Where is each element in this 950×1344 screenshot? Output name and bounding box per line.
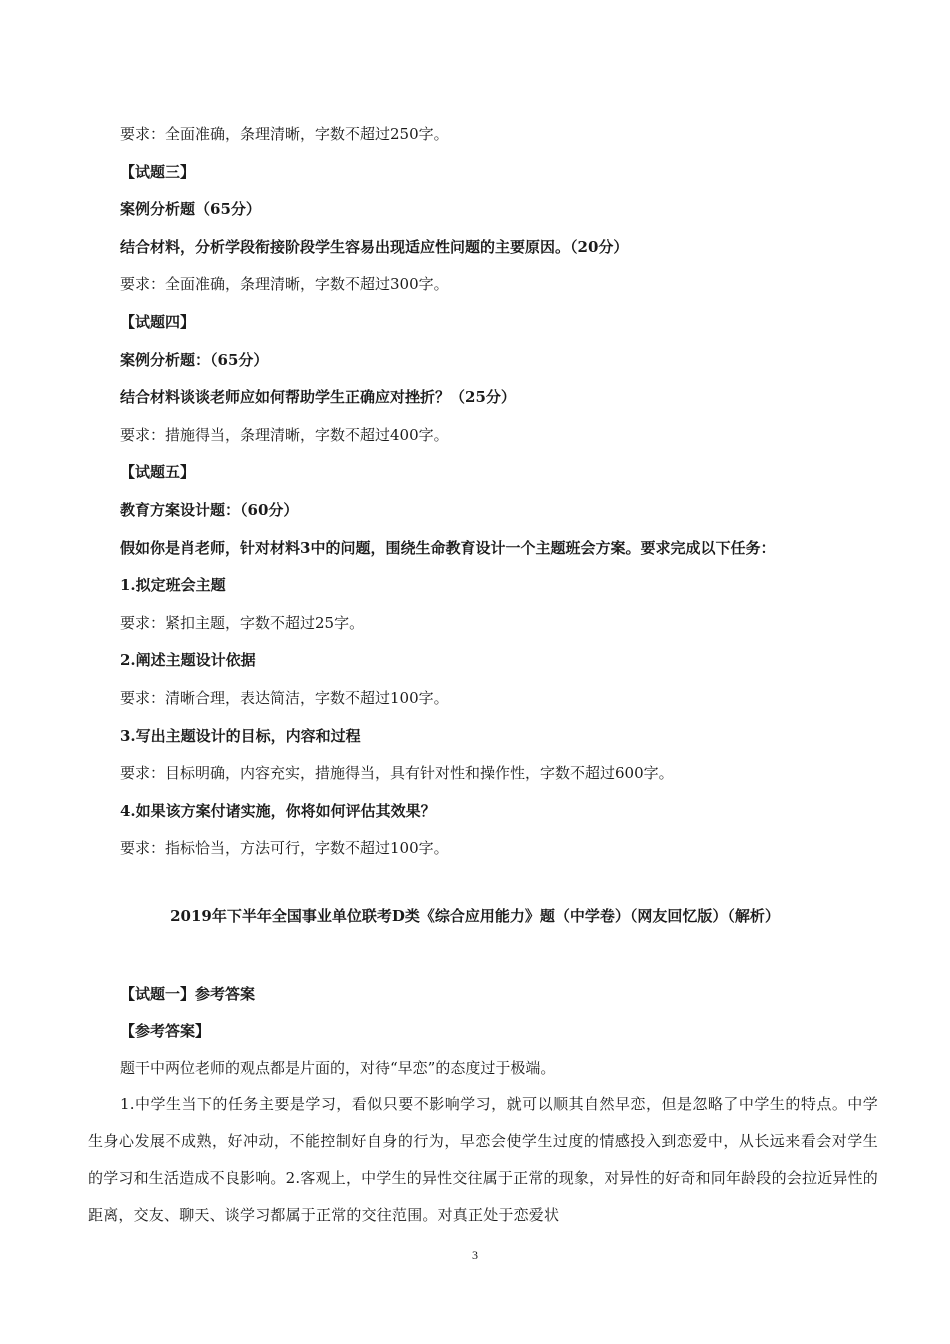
question-line: 【试题三】 [120,162,196,181]
question-line: 要求：清晰合理，表达简洁，字数不超过100字。 [120,689,449,707]
question-line: 案例分析题：（65分） [120,350,269,369]
question-line: 4.如果该方案付诸实施，你将如何评估其效果？ [120,801,436,820]
question-line: 要求：目标明确，内容充实，措施得当，具有针对性和操作性，字数不超过600字。 [120,764,674,783]
question-line: 1.拟定班会主题 [120,576,226,595]
question-line: 2.阐述主题设计依据 [120,651,256,670]
answer-body: 1.中学生当下的任务主要是学习，看似只要不影响学习，就可以顺其自然早恋，但是忽略了中学生的特点。中学生身心发展不成熟，好冲动，不能控制好自身的行为，早恋会使学生过度的情感投入到恋爱中，从长远来看会对学生的学习和生活造成不良影响。2.客观上，中学生的异性交往属于正常的现象，对异性的好奇和同年龄段的会拉近异性的距离，交友、聊天、谈学习都属于正常的交往范围。对真正处于恋爱状 [88,1095,878,1224]
question-line: 要求：紧扣主题，字数不超过25字。 [120,613,365,632]
answer-heading-2: 【参考答案】 [120,1022,211,1040]
answer-heading-1: 【试题一】参考答案 [120,985,256,1003]
question-line: 【试题四】 [120,313,196,331]
page-number: 3 [472,1248,478,1262]
question-line: 3.写出主题设计的目标，内容和过程 [120,726,361,745]
question-line: 案例分析题（65分） [120,200,261,219]
question-line: 结合材料谈谈老师应如何帮助学生正确应对挫折？（25分） [120,388,516,407]
answer-intro: 题干中两位老师的观点都是片面的，对待“早恋”的态度过于极端。 [120,1059,556,1077]
section-title: 2019年下半年全国事业单位联考D类《综合应用能力》题（中学卷）（网友回忆版）（解析） [170,907,780,925]
question-line: 要求：指标恰当，方法可行，字数不超过100字。 [120,839,449,858]
question-line: 结合材料，分析学段衔接阶段学生容易出现适应性问题的主要原因。（20分） [120,237,629,256]
question-line: 要求：措施得当，条理清晰，字数不超过400字。 [120,425,449,444]
question-line: 教育方案设计题：（60分） [120,501,299,519]
question-line: 要求：全面准确，条理清晰，字数不超过250字。 [120,125,449,143]
question-line: 要求：全面准确，条理清晰，字数不超过300字。 [120,275,449,294]
question-line: 【试题五】 [120,463,196,482]
question-line: 假如你是肖老师，针对材料3中的问题，围绕生命教育设计一个主题班会方案。要求完成以下任务： [120,538,776,557]
